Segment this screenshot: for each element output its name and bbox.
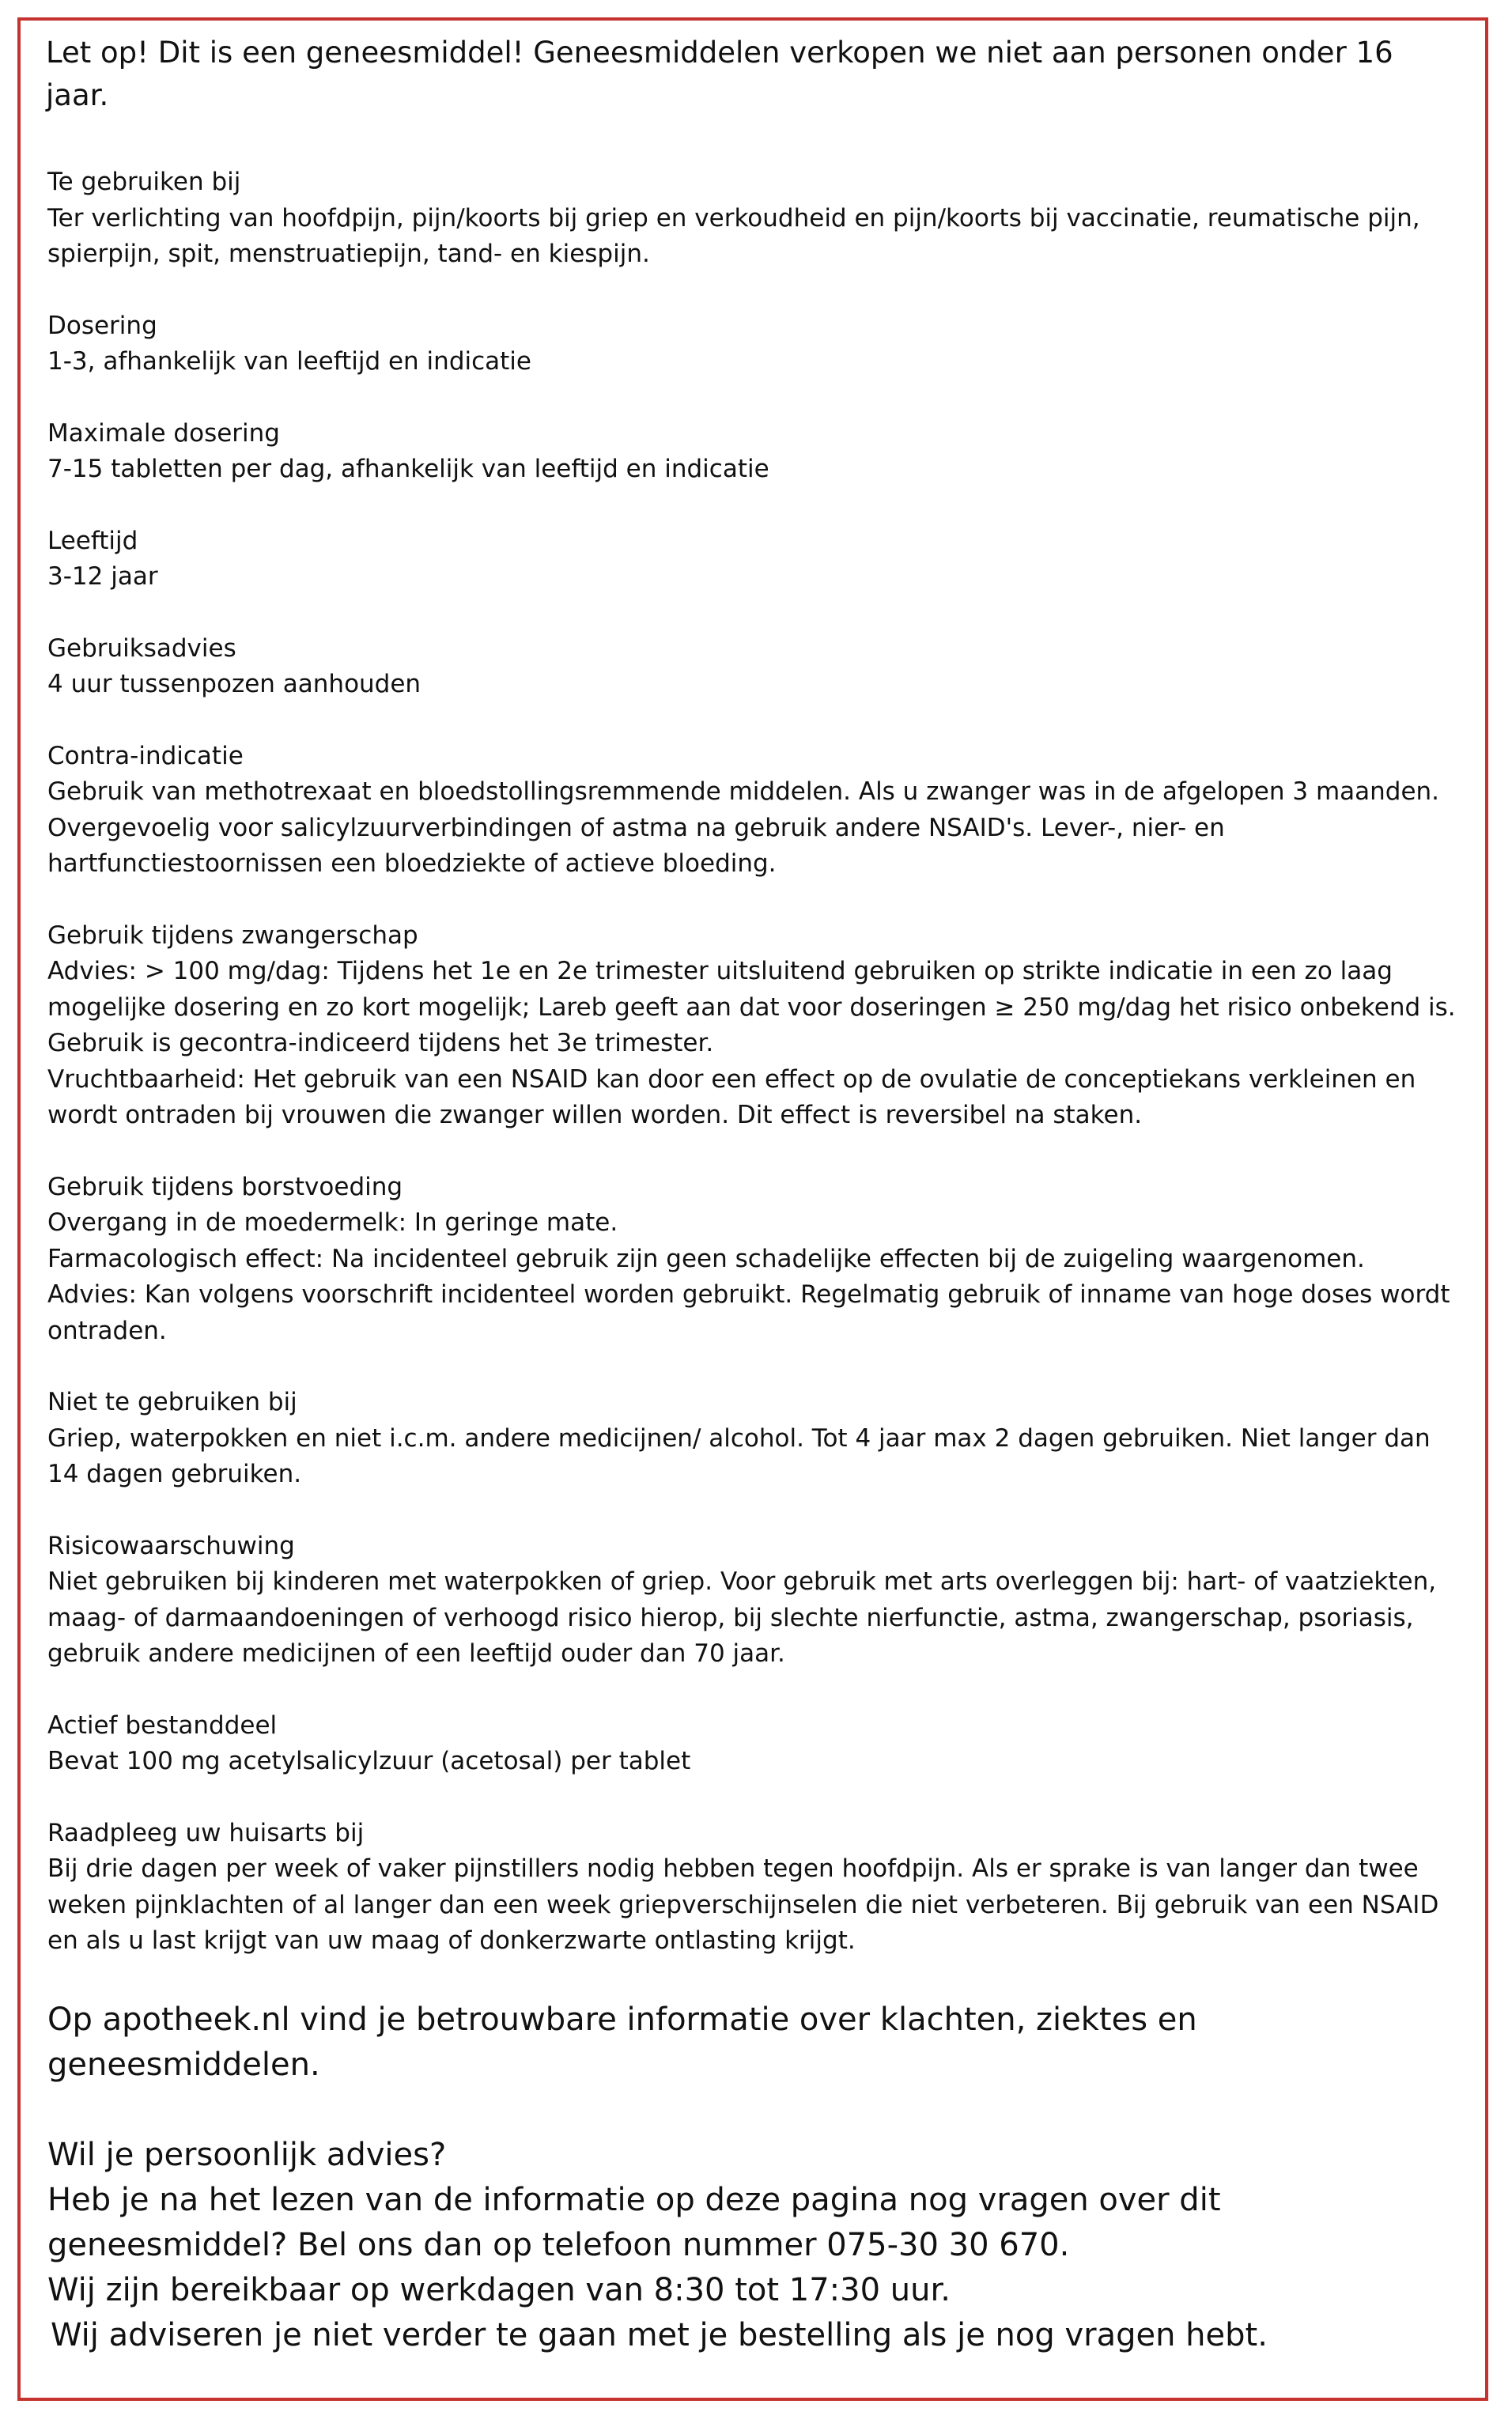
closing-info	[47, 1998, 1455, 2358]
section-text: Ter verlichting van hoofdpijn, pijn/koorts bij griep en verkoudheid en pijn/koorts bij vaccinatie, reumatische pijn, spierpijn, spit, menstruatiepijn, tand- en kiespijn.	[47, 203, 1420, 268]
section-text: Bij drie dagen per week of vaker pijnstillers nodig hebben tegen hoofdpijn. Als er sprake is van langer dan twee weken pijnklachten of al langer dan een week griepverschijnselen die niet verbeteren. Bij gebruik van een NSAID en als u last krijgt van uw maag of donkerzwarte ontlasting krijgt.	[47, 1854, 1439, 1955]
section-text: Bevat 100 mg acetylsalicylzuur (acetosal) per tablet	[47, 1747, 691, 1775]
info-section	[47, 308, 1463, 380]
section-heading: Niet te gebruiken bij	[47, 1388, 297, 1416]
section-heading: Leeftijd	[47, 526, 138, 555]
section-heading: Te gebruiken bij	[47, 168, 241, 196]
section-text: 1-3, afhankelijk van leeftijd en indicatie	[47, 347, 531, 376]
info-section	[47, 1170, 1463, 1350]
info-section	[47, 739, 1463, 883]
section-heading: Actief bestanddeel	[47, 1710, 278, 1740]
info-section	[47, 1816, 1463, 1960]
age-warning: Let op! Dit is een geneesmiddel! Geneesmiddelen verkopen we niet aan personen onder 16 jaar.	[46, 36, 1393, 112]
section-text: Advies: > 100 mg/dag: Tijdens het 1e en 2e trimester uitsluitend gebruiken op strikte indicatie in een zo laag mogelijke dosering en zo kort mogelijk; Lareb geeft aan dat voor doseringen ≥ 250 mg/dag het risico onbekend is. Gebruik is gecontra-indiceerd tijdens het 3e trimester.	[47, 957, 1456, 1057]
personal-advice-block	[47, 2133, 1455, 2313]
advice-phone-text: Heb je na het lezen van de informatie op deze pagina nog vragen over dit geneesmiddel? Bel ons dan op telefoon nummer 075-30 30 670.	[47, 2182, 1221, 2263]
section-heading: Gebruiksadvies	[47, 633, 236, 663]
advice-question: Wil je persoonlijk advies?	[47, 2137, 447, 2173]
section-text: Gebruik van methotrexaat en bloedstollingsremmende middelen. Als u zwanger was in de afgelopen 3 maanden. Overgevoelig voor salicylzuurverbindingen of astma na gebruik andere NSAID's. Lever-, nier- en hartfunctiestoornissen een bloedziekte of actieve bloeding.	[47, 777, 1440, 878]
apotheek-info-text: Op apotheek.nl vind je betrouwbare informatie over klachten, ziektes en geneesmiddelen.	[47, 2002, 1197, 2083]
section-heading: Gebruik tijdens zwangerschap	[47, 920, 418, 950]
section-text: Niet gebruiken bij kinderen met waterpokken of griep. Voor gebruik met arts overleggen bij: hart- of vaatziekten, maag- of darmaandoeningen of verhoogd risico hierop, bij slechte nierfunctie, astma, zwangerschap, psoriasis, gebruik andere medicijnen of een leeftijd ouder dan 70 jaar.	[47, 1567, 1437, 1668]
info-section	[47, 164, 1463, 273]
info-section	[47, 416, 1463, 488]
advice-hours-text: Wij zijn bereikbaar op werkdagen van 8:30 tot 17:30 uur.	[47, 2272, 951, 2308]
info-section	[47, 1708, 1463, 1780]
section-text: 3-12 jaar	[47, 562, 158, 591]
medication-info-sections	[47, 164, 1463, 1995]
info-section	[47, 1385, 1463, 1493]
info-section	[47, 524, 1463, 595]
section-heading: Contra-indicatie	[47, 741, 244, 770]
section-text: Farmacologisch effect: Na incidenteel gebruik zijn geen schadelijke effecten bij de zuigeling waargenomen.	[47, 1244, 1365, 1273]
section-heading: Gebruik tijdens borstvoeding	[47, 1172, 403, 1201]
final-advice: Wij adviseren je niet verder te gaan met je bestelling als je nog vragen hebt.	[51, 2317, 1268, 2353]
section-text: 4 uur tussenpozen aanhouden	[47, 670, 421, 698]
info-section	[47, 1529, 1463, 1673]
section-heading: Dosering	[47, 311, 157, 340]
section-text: Overgang in de moedermelk: In geringe mate.	[47, 1208, 618, 1237]
section-text: Griep, waterpokken en niet i.c.m. andere medicijnen/ alcohol. Tot 4 jaar max 2 dagen gebruiken. Niet langer dan 14 dagen gebruiken.	[47, 1423, 1431, 1488]
info-section	[47, 631, 1463, 703]
info-section	[47, 918, 1463, 1134]
section-heading: Risicowaarschuwing	[47, 1531, 295, 1560]
section-text: 7-15 tabletten per dag, afhankelijk van leeftijd en indicatie	[47, 455, 769, 483]
section-text: Advies: Kan volgens voorschrift incidenteel worden gebruikt. Regelmatig gebruik of inname van hoge doses wordt ontraden.	[47, 1280, 1450, 1345]
section-heading: Raadpleeg uw huisarts bij	[47, 1818, 365, 1847]
section-text: Vruchtbaarheid: Het gebruik van een NSAID kan door een effect op de ovulatie de conceptiekans verkleinen en wordt ontraden bij vrouwen die zwanger willen worden. Dit effect is reversibel na staken.	[47, 1064, 1416, 1129]
section-heading: Maximale dosering	[47, 418, 280, 448]
